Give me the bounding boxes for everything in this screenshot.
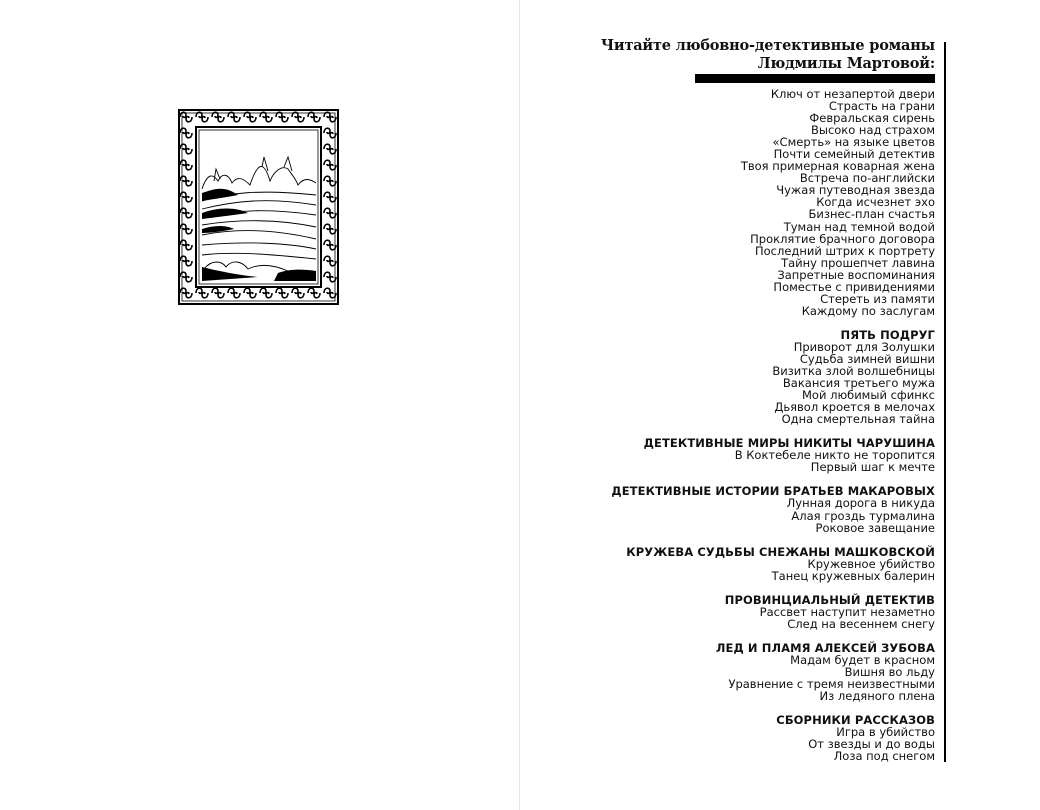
book-title: Когда исчезнет эхо <box>816 195 935 210</box>
vertical-rule <box>944 42 946 762</box>
series-heading: СБОРНИКИ РАССКАЗОВ <box>776 713 935 728</box>
book-title: Роковое завещание <box>815 520 935 535</box>
list-header <box>595 37 935 73</box>
book-title: Туман над темной водой <box>783 219 935 234</box>
book-title: Приворот для Золушки <box>793 339 935 354</box>
series-heading: ЛЕД И ПЛАМЯ АЛЕКСЕЙ ЗУБОВА <box>715 640 935 655</box>
book-title: Кружевное убийство <box>807 556 935 571</box>
book-title: Проклятие брачного договора <box>750 231 935 246</box>
book-title: Визитка злой волшебницы <box>772 364 935 379</box>
book-title: Поместье с привидениями <box>773 279 935 294</box>
book-title: Дьявол кроется в мелочах <box>774 400 935 415</box>
book-title: Лунная дорога в никуда <box>786 496 935 511</box>
book-title: Одна смертельная тайна <box>781 412 935 427</box>
book-title: Высоко над страхом <box>810 123 935 138</box>
book-title: Лоза под снегом <box>833 749 935 764</box>
series-heading: ПЯТЬ ПОДРУГ <box>840 327 935 342</box>
book-title: Из ледяного плена <box>819 689 935 704</box>
book-title: Каждому по заслугам <box>801 303 935 318</box>
book-title: Чужая путеводная звезда <box>776 183 935 198</box>
book-list <box>515 88 935 762</box>
book-title: Первый шаг к мечте <box>810 460 935 475</box>
header-line-1: Читайте любовно-детективные романы <box>600 37 935 54</box>
book-title: Вакансия третьего мужа <box>782 376 935 391</box>
book-title: Ключ от незапертой двери <box>770 87 935 101</box>
landscape-illustration <box>178 109 339 305</box>
book-title: Февральская сирень <box>809 111 935 126</box>
book-title: Рассвет наступит незаметно <box>759 604 935 619</box>
series-heading: ДЕТЕКТИВНЫЕ МИРЫ НИКИТЫ ЧАРУШИНА <box>643 436 935 451</box>
book-title: В Коктебеле никто не торопится <box>734 448 935 463</box>
book-title: Танец кружевных балерин <box>771 568 935 583</box>
book-title: От звезды и до воды <box>808 737 935 752</box>
header-bar <box>695 74 935 83</box>
left-page <box>0 0 519 810</box>
series-heading: КРУЖЕВА СУДЬБЫ СНЕЖАНЫ МАШКОВСКОЙ <box>626 544 935 559</box>
book-title: Встреча по-английски <box>799 171 935 186</box>
header-line-2: Людмилы Мартовой: <box>757 55 935 72</box>
book-title: Уравнение с тремя неизвестными <box>728 677 935 692</box>
book-title: Судьба зимней вишни <box>799 351 935 366</box>
book-title: Твоя примерная коварная жена <box>740 159 935 174</box>
book-title: Почти семейный детектив <box>773 147 935 162</box>
book-title: Алая гроздь турмалина <box>791 508 935 523</box>
series-heading: ПРОВИНЦИАЛЬНЫЙ ДЕТЕКТИВ <box>724 592 935 607</box>
book-title: Тайну прошепчет лавина <box>781 255 935 270</box>
book-title: Игра в убийство <box>836 725 935 740</box>
book-title: Стереть из памяти <box>820 291 935 306</box>
book-title: След на весеннем снегу <box>787 616 935 631</box>
book-title: Вишня во льду <box>844 664 935 679</box>
book-title: Запретные воспоминания <box>777 267 935 282</box>
book-title: Мадам будет в красном <box>790 652 935 667</box>
series-heading: ДЕТЕКТИВНЫЕ ИСТОРИИ БРАТЬЕВ МАКАРОВЫХ <box>611 484 935 499</box>
book-title: «Смерть» на языке цветов <box>772 135 935 150</box>
book-title: Мой любимый сфинкс <box>802 388 935 403</box>
book-title: Страсть на грани <box>828 99 935 114</box>
book-title: Бизнес-план счастья <box>808 207 935 222</box>
book-title: Последний штрих к портрету <box>755 243 935 258</box>
right-page <box>520 0 1040 810</box>
